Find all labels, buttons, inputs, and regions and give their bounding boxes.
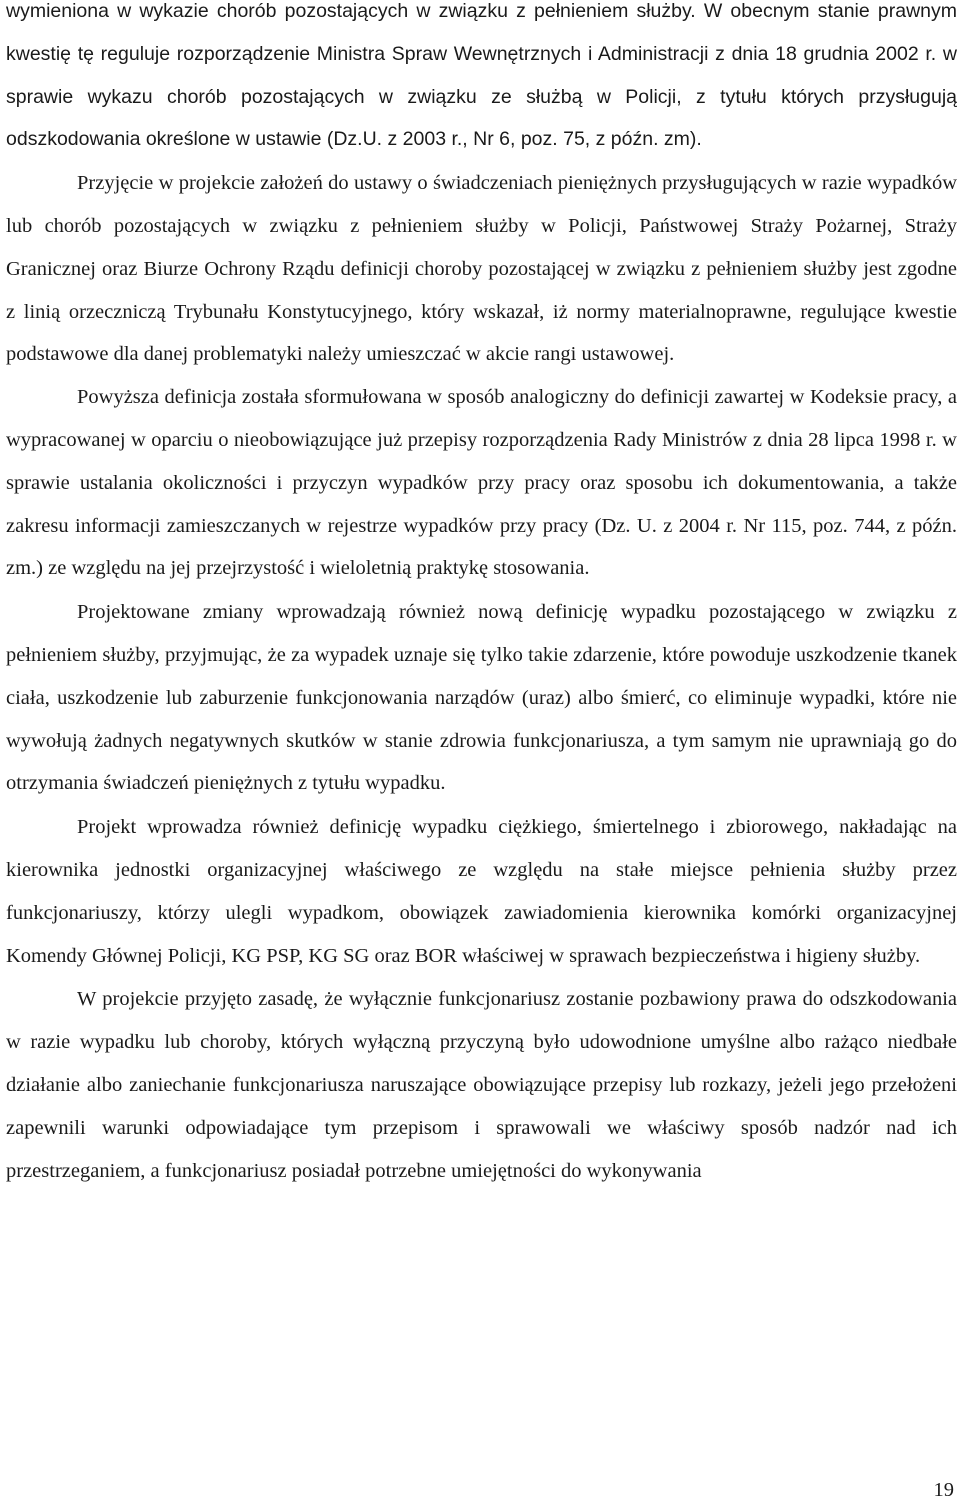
paragraph-wypadek-ciezki: Projekt wprowadza również definicję wypadku ciężkiego, śmiertelnego i zbiorowego, nakładając na kierownika jednostki organizacyjnej właściwego ze względu na stałe miejsce pełnienia służby przez funkcjonariuszy, którzy ulegli wypadkom, obowiązek zawiadomienia kierownika komórki organizacyjnej Komendy Głównej Policji, KG PSP, KG SG oraz BOR właściwej w sprawach bezpieczeństwa i higieny służby. xyxy=(6,816,957,967)
document-page xyxy=(6,0,957,1192)
paragraph-definition-choroby: Przyjęcie w projekcie założeń do ustawy o świadczeniach pieniężnych przysługujących w razie wypadków lub chorób pozostających w związku z pełnieniem służby w Policji, Państwowej Straży Pożarnej, Straży Granicznej oraz Biurze Ochrony Rządu definicji choroby pozostającej w związku z pełnieniem służby jest zgodne z linią orzeczniczą Trybunału Konstytucyjnego, który wskazał, iż normy materialnoprawne, regulujące kwestie podstawowe dla danej problematyki należy umieszczać w akcie rangi ustawowej. xyxy=(6,172,957,366)
paragraph-definition-wypadku: Projektowane zmiany wprowadzają również nową definicję wypadku pozostającego w związku z pełnieniem służby, przyjmując, że za wypadek uznaje się tylko takie zdarzenie, które powoduje uszkodzenie tkanek ciała, uszkodzenie lub zaburzenie funkcjonowania narządów (uraz) albo śmierć, co eliminuje wypadki, które nie wywołują żadnych negatywnych skutków w stanie zdrowia funkcjonariusza, a tym samym nie uprawniają go do otrzymania świadczeń pieniężnych z tytułu wypadku. xyxy=(6,601,957,795)
page-number: 19 xyxy=(933,1479,954,1501)
paragraph-kodeks-pracy: Powyższa definicja została sformułowana w sposób analogiczny do definicji zawartej w Kodeksie pracy, a wypracowanej w oparciu o nieobowiązujące już przepisy rozporządzenia Rady Ministrów z dnia 28 lipca 1998 r. w sprawie ustalania okoliczności i przyczyn wypadków przy pracy oraz sposobu ich dokumentowania, a także zakresu informacji zamieszczanych w rejestrze wypadków przy pracy (Dz. U. z 2004 r. Nr 115, poz. 744, z późn. zm.) ze względu na jej przejrzystość i wieloletnią praktykę stosowania. xyxy=(6,386,957,580)
paragraph-zasada-odszkodowania: W projekcie przyjęto zasadę, że wyłącznie funkcjonariusz zostanie pozbawiony prawa do odszkodowania w razie wypadku lub choroby, których wyłączną przyczyną było udowodnione umyślne albo rażąco niedbałe działanie albo zaniechanie funkcjonariusza naruszające obowiązujące przepisy lub rozkazy, jeżeli jego przełożeni zapewnili warunki odpowiadające tym przepisom i sprawowali we właściwy sposób nadzór nad ich przestrzeganiem, a funkcjonariusz posiadał potrzebne umiejętności do wykonywania xyxy=(6,988,957,1182)
paragraph-continuation: wymieniona w wykazie chorób pozostających w związku z pełnieniem służby. W obecnym stanie prawnym kwestię tę reguluje rozporządzenie Ministra Spraw Wewnętrznych i Administracji z dnia 18 grudnia 2002 r. w sprawie wykazu chorób pozostających w związku ze służbą w Policji, z tytułu których przysługują odszkodowania określone w ustawie (Dz.U. z 2003 r., Nr 6, poz. 75, z późn. zm). xyxy=(6,0,957,151)
